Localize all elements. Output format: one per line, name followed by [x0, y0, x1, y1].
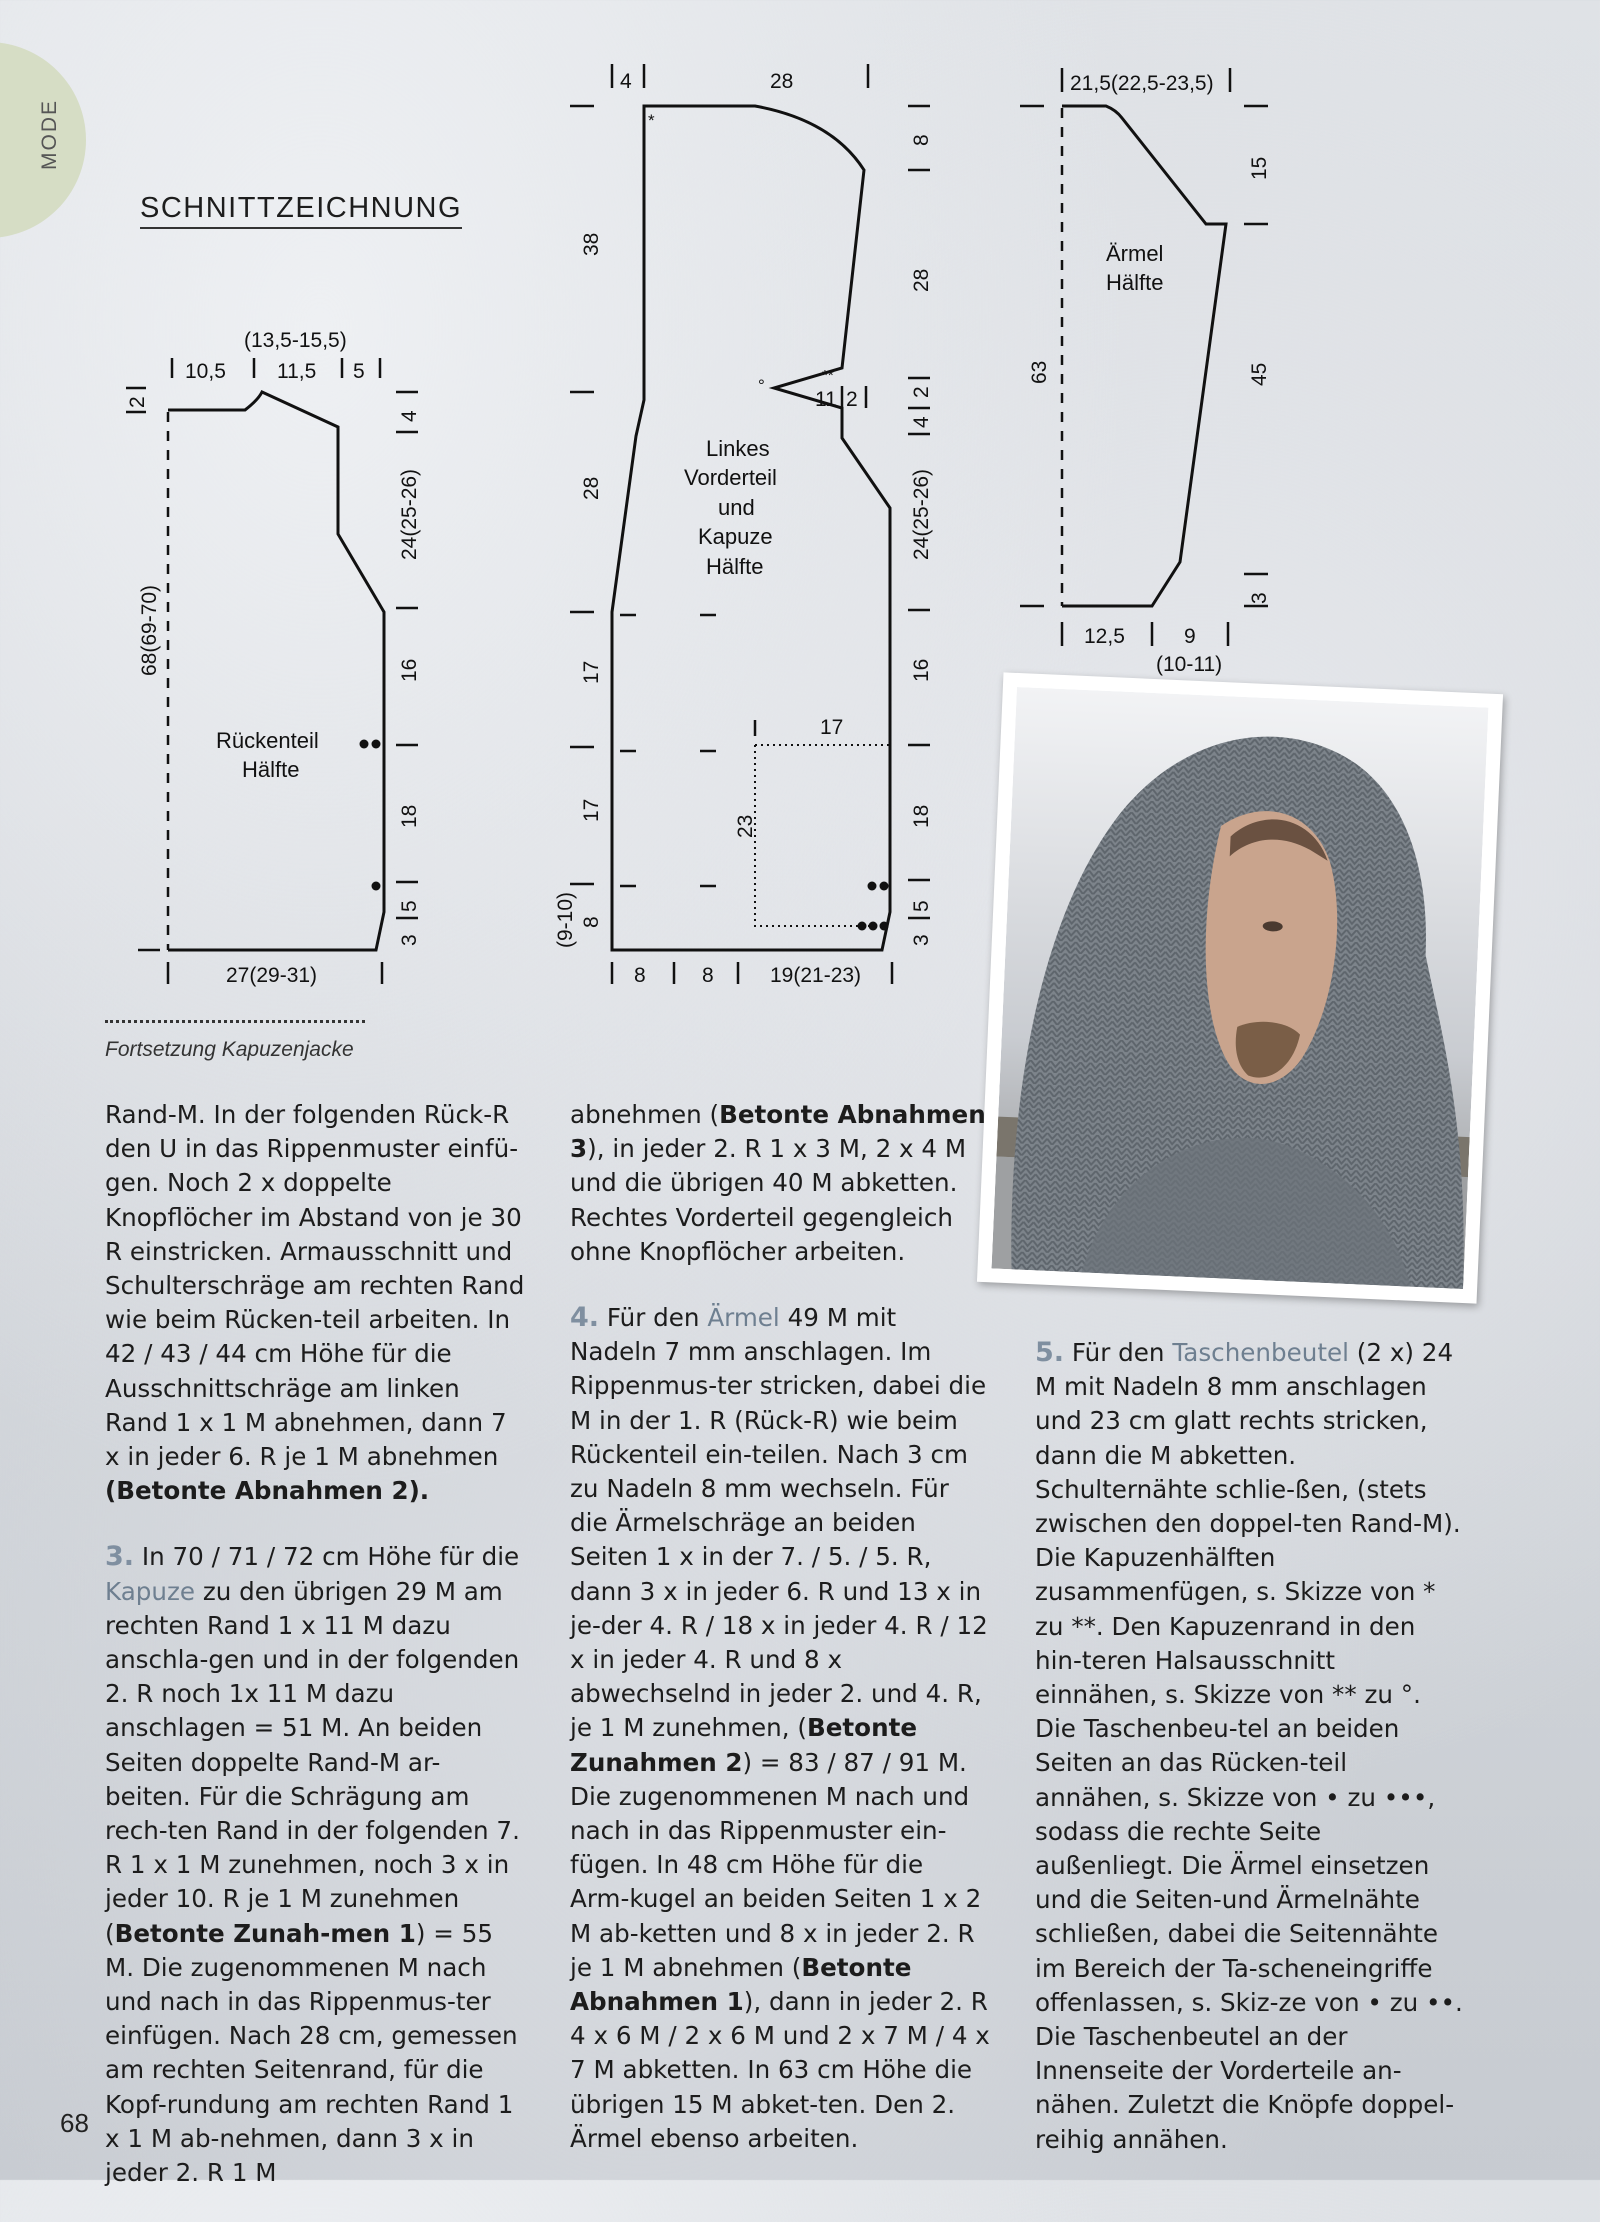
- front-dim-right-11: 11: [815, 388, 837, 411]
- back-dim-right-16: 16: [398, 658, 421, 682]
- back-pocket-dot-b: [372, 740, 381, 749]
- front-label-1: Linkes: [706, 436, 770, 461]
- front-dim-pocket-width: 17: [820, 716, 844, 739]
- column2-paragraph-1: abnehmen (Betonte Abnahmen 3), in jeder 2. R 1 x 3 M, 2 x 4 M und die übrigen 40 M abketten. Rechtes Vorderteil gegengleich ohne Knopflöcher arbeiten.: [570, 1100, 986, 1266]
- section-heading: SCHNITTZEICHNUNG: [140, 192, 462, 229]
- sleeve-dim-right-45: 45: [1248, 362, 1271, 386]
- front-dim-right-5: 5: [910, 900, 933, 912]
- page-number: 68: [60, 2108, 89, 2138]
- column1-paragraph-1: Rand-M. In der folgenden Rück-R den U in das Rippenmuster einfü-gen. Noch 2 x doppelte Knopflöcher im Abstand von je 30 R einstricken. Armausschnitt und Schulterschräge am rechten Rand wie beim Rücken-teil arbeiten. In 42 / 43 / 44 cm Höhe für die Ausschnittschräge am linken Rand 1 x 1 M abnehmen, dann 7 x in jeder 6. R je 1 M abnehmen (Betonte Abnahmen 2).: [105, 1100, 525, 1506]
- hooded-man-illustration: [992, 687, 1489, 1289]
- sleeve-dim-right-3: 3: [1248, 592, 1271, 604]
- model-photo: [977, 672, 1503, 1303]
- text-column-1: [105, 1098, 525, 2222]
- front-dim-right-18: 18: [910, 804, 933, 828]
- back-dim-top-left: 10,5: [185, 360, 226, 383]
- continuation-caption: Fortsetzung Kapuzenjacke: [105, 1038, 354, 1061]
- back-dim-right-18: 18: [398, 804, 421, 828]
- front-marker-double-star: **: [822, 367, 834, 384]
- sleeve-label-1: Ärmel: [1106, 241, 1164, 266]
- text-column-2: [570, 1098, 990, 2188]
- front-marker-star: *: [648, 111, 655, 130]
- back-dim-right-armhole: 24(25-26): [398, 468, 421, 560]
- sleeve-dim-top-width: 21,5(22,5-23,5): [1070, 72, 1214, 95]
- front-dim-right-8: 8: [910, 134, 933, 146]
- back-dim-right-top: 4: [398, 410, 421, 422]
- diagram-sleeve: [1020, 68, 1271, 676]
- front-dim-left-17a: 17: [580, 660, 603, 684]
- front-dim-bottom-19: 19(21-23): [770, 964, 862, 987]
- caption-divider: [105, 1020, 365, 1027]
- back-dim-top-right: 5: [353, 360, 365, 383]
- front-dim-bottom-8a: 8: [634, 964, 646, 987]
- back-dim-top-mid: 11,5: [277, 360, 317, 383]
- front-dim-pocket-height: 23: [734, 814, 757, 838]
- front-marker-degree: °: [758, 376, 765, 395]
- back-pocket-dot-c: [372, 882, 381, 891]
- sleeve-dim-bottom-12: 12,5: [1084, 625, 1125, 648]
- text-column-3: [1035, 1336, 1465, 2189]
- front-label-3: und: [718, 495, 755, 520]
- back-dim-bottom-width: 27(29-31): [226, 964, 318, 987]
- front-pocket-outline: [755, 745, 890, 926]
- front-dim-right-armhole: 24(25-26): [910, 468, 933, 560]
- front-label-2: Vorderteil: [684, 465, 777, 490]
- back-outline: [168, 392, 384, 950]
- front-dim-left-28: 28: [580, 476, 603, 500]
- diagram-back: [126, 329, 421, 987]
- front-dim-right-2: 2: [910, 386, 933, 398]
- front-dim-right-3: 3: [910, 934, 933, 946]
- back-label-2: Hälfte: [242, 757, 300, 782]
- column3-paragraph-1: 5. Für den Taschenbeutel (2 x) 24 M mit Nadeln 8 mm anschlagen und 23 cm glatt rechts stricken, dann die M abketten. Schulternähte schlie-ßen, (stets zwischen den doppel-ten Rand-M). Die Kapuzenhälften zusammenfügen, s. Skizze von * zu **. Den Kapuzenrand in den hin-teren Halsausschnitt einnähen, s. Skizze von ** zu °. Die Taschenbeu-tel an beiden Seiten an das Rücken-teil annähen, s. Skizze von • zu •••, sodass die rechte Seite außenliegt. Die Ärmel einsetzen und die Seiten-und Ärmelnähte schließen, dabei die Seitennähte im Bereich der Ta-scheneingriffe offenlassen, s. Skiz-ze von • zu ••. Die Taschenbeutel an der Innenseite der Vorderteile an-nähen. Zuletzt die Knöpfe doppel-reihig annähen.: [1035, 1337, 1463, 2154]
- back-pocket-dot-a: [360, 740, 369, 749]
- front-dot-a: [868, 882, 877, 891]
- back-dim-left-height: 68(69-70): [138, 584, 161, 676]
- back-label-1: Rückenteil: [216, 728, 319, 753]
- back-dim-left-top: 2: [126, 396, 149, 408]
- front-dim-left-8: 8: [580, 916, 603, 928]
- front-dim-bottom-8b: 8: [702, 964, 714, 987]
- sleeve-dim-bottom-9-sizes: (10-11): [1156, 653, 1223, 676]
- front-dim-left-38: 38: [580, 232, 603, 256]
- front-dim-right-4: 4: [910, 416, 933, 428]
- sleeve-outline: [1062, 106, 1226, 606]
- sleeve-dim-bottom-9: 9: [1184, 625, 1196, 648]
- front-dim-top-left: 4: [620, 70, 632, 93]
- front-label-4: Kapuze: [698, 524, 773, 549]
- sleeve-label-2: Hälfte: [1106, 270, 1164, 295]
- sleeve-dim-left-63: 63: [1028, 360, 1051, 384]
- front-label-5: Hälfte: [706, 554, 764, 579]
- diagram-front: [554, 64, 933, 987]
- column1-paragraph-2: 3. In 70 / 71 / 72 cm Höhe für die Kapuze zu den übrigen 29 M am rechten Rand 1 x 11 M dazu anschla-gen und in der folgenden 2. R noch 1x 11 M dazu anschlagen = 51 M. An beiden Seiten doppelte Rand-M ar-beiten. Für die Schrägung am rech-ten Rand in der folgenden 7. R 1 x 1 M zunehmen, noch 3 x in jeder 10. R je 1 M zunehmen (Betonte Zunah-men 1) = 55 M. Die zugenommenen M nach und nach in das Rippenmus-ter einfügen. Nach 28 cm, gemessen am rechten Seitenrand, für die Kopf-rundung am rechten Rand 1 x 1 M ab-nehmen, dann 3 x in jeder 2. R 1 M: [105, 1541, 520, 2188]
- front-dim-left-8-sizes: (9-10): [554, 891, 577, 948]
- front-dim-right-28: 28: [910, 268, 933, 292]
- front-dot-e: [880, 922, 889, 931]
- column2-paragraph-2: 4. Für den Ärmel 49 M mit Nadeln 7 mm anschlagen. Im Rippenmus-ter stricken, dabei die M in der 1. R (Rück-R) wie beim Rückenteil ein-teilen. Nach 3 cm zu Nadeln 8 mm wechseln. Für die Ärmelschräge an beiden Seiten 1 x in der 7. / 5. / 5. R, dann 3 x in jeder 6. R und 13 x in je-der 4. R / 18 x in jeder 4. R / 12 x in jeder 4. R und 8 x abwechselnd in jeder 2. und 4. R, je 1 M zunehmen, (Betonte Zunahmen 2) = 83 / 87 / 91 M. Die zugenommenen M nach und nach in das Rippenmuster ein-fügen. In 48 cm Höhe für die Arm-kugel an beiden Seiten 1 x 2 M ab-ketten und 8 x in jeder 2. R je 1 M abnehmen (Betonte Abnahmen 1), dann in jeder 2. R 4 x 6 M / 2 x 6 M und 2 x 7 M / 4 x 7 M abketten. In 63 cm Höhe die übrigen 15 M abket-ten. Den 2. Ärmel ebenso arbeiten.: [570, 1302, 990, 2153]
- front-dot-c: [858, 922, 867, 931]
- front-dim-right-2b: 2: [846, 388, 858, 411]
- front-dot-b: [880, 882, 889, 891]
- section-tab-label: MODE: [38, 99, 61, 170]
- back-dim-right-5: 5: [398, 900, 421, 912]
- front-dot-d: [869, 922, 878, 931]
- front-dim-left-17b: 17: [580, 798, 603, 822]
- front-dim-top-width: 28: [770, 70, 794, 93]
- sleeve-dim-right-15: 15: [1248, 156, 1271, 180]
- front-dim-right-16: 16: [910, 658, 933, 682]
- back-dim-neck-sizes: (13,5-15,5): [244, 329, 347, 352]
- back-dim-right-3: 3: [398, 934, 421, 946]
